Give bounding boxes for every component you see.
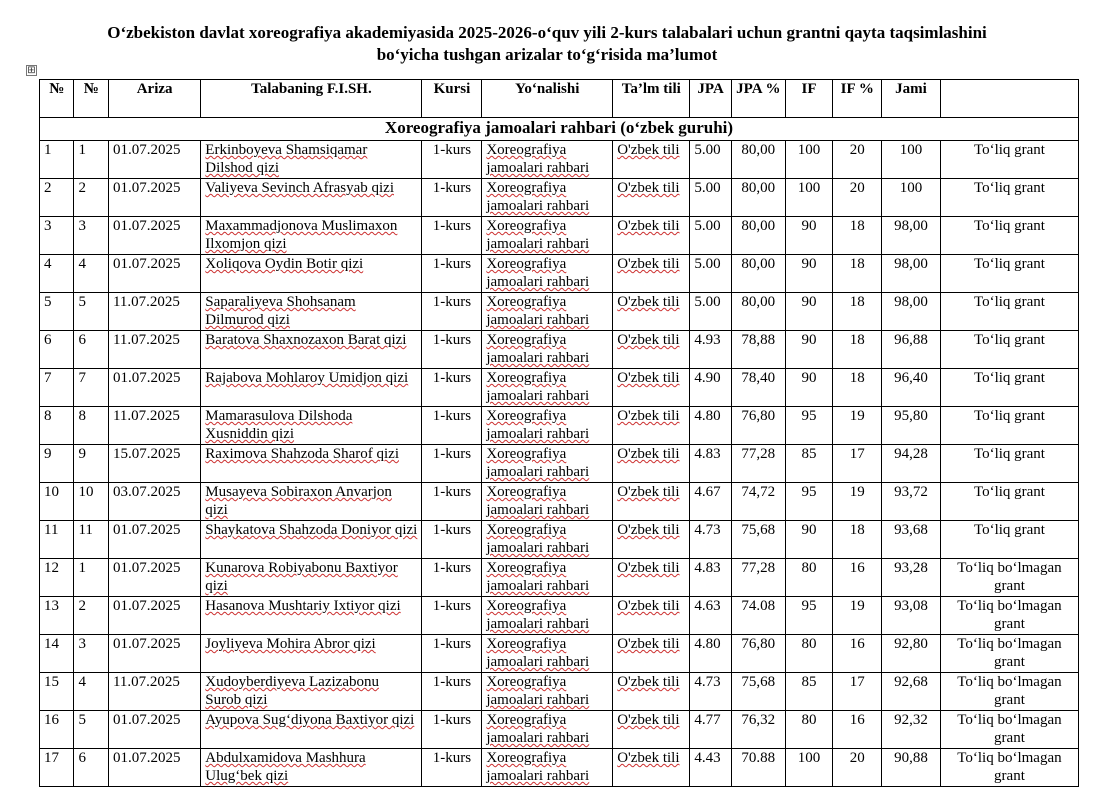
- cell-language: O'zbek tili: [613, 635, 690, 673]
- cell-if-percent: 20: [833, 141, 882, 179]
- cell-language: O'zbek tili: [613, 407, 690, 445]
- cell-student-name: Musayeva Sobiraxon Anvarjon qizi: [201, 483, 422, 521]
- cell-jpa: 4.43: [690, 749, 732, 787]
- document-title: [0, 22, 1094, 66]
- cell-application-date: 01.07.2025: [108, 179, 200, 217]
- header-col-if-percent: IF %: [833, 80, 882, 118]
- cell-course: 1-kurs: [422, 255, 482, 293]
- cell-if: 90: [785, 255, 833, 293]
- header-col-no-2: №: [74, 80, 108, 118]
- cell-no-2: 1: [74, 559, 108, 597]
- cell-student-name: Kunarova Robiyabonu Baxtiyor qizi: [201, 559, 422, 597]
- cell-result: To‘liq grant: [940, 141, 1078, 179]
- cell-application-date: 03.07.2025: [108, 483, 200, 521]
- cell-student-name: Joyliyeva Mohira Abror qizi: [201, 635, 422, 673]
- cell-if: 100: [785, 141, 833, 179]
- table-row: [40, 141, 1079, 179]
- cell-result: To‘liq grant: [940, 331, 1078, 369]
- table-row: [40, 179, 1079, 217]
- cell-total: 93,68: [882, 521, 941, 559]
- cell-no: 6: [40, 331, 74, 369]
- cell-no: 12: [40, 559, 74, 597]
- cell-jpa-percent: 75,68: [731, 521, 785, 559]
- cell-total: 96,88: [882, 331, 941, 369]
- cell-no-2: 2: [74, 597, 108, 635]
- cell-language: O'zbek tili: [613, 597, 690, 635]
- cell-if: 80: [785, 635, 833, 673]
- cell-jpa: 5.00: [690, 255, 732, 293]
- header-col-student-name: Talabaning F.I.SH.: [201, 80, 422, 118]
- cell-course: 1-kurs: [422, 331, 482, 369]
- cell-total: 90,88: [882, 749, 941, 787]
- cell-result: To‘liq grant: [940, 179, 1078, 217]
- cell-no-2: 5: [74, 293, 108, 331]
- cell-language: O'zbek tili: [613, 711, 690, 749]
- cell-jpa: 4.83: [690, 445, 732, 483]
- table-row: [40, 521, 1079, 559]
- cell-student-name: Abdulxamidova Mashhura Ulug‘bek qizi: [201, 749, 422, 787]
- cell-no: 15: [40, 673, 74, 711]
- cell-no: 8: [40, 407, 74, 445]
- cell-direction: Xoreografiya jamoalari rahbari: [482, 559, 613, 597]
- table-move-handle-icon[interactable]: ⊞: [27, 65, 36, 76]
- table-row: [40, 445, 1079, 483]
- cell-direction: Xoreografiya jamoalari rahbari: [482, 483, 613, 521]
- cell-jpa: 4.80: [690, 407, 732, 445]
- cell-if-percent: 20: [833, 179, 882, 217]
- cell-direction: Xoreografiya jamoalari rahbari: [482, 293, 613, 331]
- cell-result: To‘liq grant: [940, 483, 1078, 521]
- cell-result: To‘liq grant: [940, 407, 1078, 445]
- cell-result: To‘liq grant: [940, 217, 1078, 255]
- cell-no-2: 1: [74, 141, 108, 179]
- cell-if-percent: 16: [833, 559, 882, 597]
- cell-course: 1-kurs: [422, 749, 482, 787]
- cell-direction: Xoreografiya jamoalari rahbari: [482, 673, 613, 711]
- cell-if: 90: [785, 521, 833, 559]
- cell-total: 100: [882, 179, 941, 217]
- header-col-course: Kursi: [422, 80, 482, 118]
- header-col-no: №: [40, 80, 74, 118]
- cell-jpa-percent: 80,00: [731, 293, 785, 331]
- cell-no: 3: [40, 217, 74, 255]
- title-line-1: O‘zbekiston davlat xoreografiya akademiyasida 2025-2026-o‘quv yili 2-kurs talabalari uchun grantni qayta taqsimlashini: [107, 23, 987, 42]
- cell-direction: Xoreografiya jamoalari rahbari: [482, 749, 613, 787]
- cell-jpa-percent: 70.88: [731, 749, 785, 787]
- cell-course: 1-kurs: [422, 483, 482, 521]
- cell-no: 11: [40, 521, 74, 559]
- cell-language: O'zbek tili: [613, 445, 690, 483]
- cell-language: O'zbek tili: [613, 179, 690, 217]
- cell-result: To‘liq grant: [940, 255, 1078, 293]
- cell-application-date: 01.07.2025: [108, 711, 200, 749]
- cell-total: 93,28: [882, 559, 941, 597]
- cell-jpa: 4.83: [690, 559, 732, 597]
- cell-total: 92,68: [882, 673, 941, 711]
- cell-total: 98,00: [882, 293, 941, 331]
- cell-no: 9: [40, 445, 74, 483]
- cell-language: O'zbek tili: [613, 749, 690, 787]
- cell-result: To‘liq bo‘lmagan grant: [940, 749, 1078, 787]
- cell-direction: Xoreografiya jamoalari rahbari: [482, 369, 613, 407]
- cell-student-name: Erkinboyeva Shamsiqamar Dilshod qizi: [201, 141, 422, 179]
- cell-no: 14: [40, 635, 74, 673]
- cell-course: 1-kurs: [422, 217, 482, 255]
- cell-if-percent: 18: [833, 217, 882, 255]
- cell-application-date: 01.07.2025: [108, 141, 200, 179]
- title-line-2: bo‘yicha tushgan arizalar to‘g‘risida ma’lumot: [376, 45, 718, 64]
- cell-no: 17: [40, 749, 74, 787]
- cell-jpa-percent: 74.08: [731, 597, 785, 635]
- cell-no-2: 7: [74, 369, 108, 407]
- cell-no-2: 3: [74, 635, 108, 673]
- table-row: [40, 293, 1079, 331]
- cell-result: To‘liq grant: [940, 293, 1078, 331]
- cell-jpa: 4.77: [690, 711, 732, 749]
- cell-course: 1-kurs: [422, 445, 482, 483]
- cell-total: 95,80: [882, 407, 941, 445]
- cell-if: 90: [785, 369, 833, 407]
- cell-no-2: 9: [74, 445, 108, 483]
- header-col-total: Jami: [882, 80, 941, 118]
- cell-no-2: 4: [74, 255, 108, 293]
- table-header-row: [40, 80, 1079, 118]
- header-col-result: [940, 80, 1078, 118]
- cell-if: 100: [785, 179, 833, 217]
- table-row: [40, 369, 1079, 407]
- cell-no: 1: [40, 141, 74, 179]
- cell-total: 98,00: [882, 217, 941, 255]
- cell-result: To‘liq bo‘lmagan grant: [940, 711, 1078, 749]
- cell-jpa: 4.73: [690, 673, 732, 711]
- cell-jpa: 4.63: [690, 597, 732, 635]
- cell-jpa-percent: 80,00: [731, 217, 785, 255]
- cell-no-2: 6: [74, 749, 108, 787]
- cell-if: 95: [785, 407, 833, 445]
- table-row: [40, 483, 1079, 521]
- header-col-jpa: JPA: [690, 80, 732, 118]
- cell-if: 95: [785, 597, 833, 635]
- cell-course: 1-kurs: [422, 369, 482, 407]
- cell-if: 85: [785, 673, 833, 711]
- cell-language: O'zbek tili: [613, 141, 690, 179]
- cell-jpa-percent: 75,68: [731, 673, 785, 711]
- header-col-direction: Yo‘nalishi: [482, 80, 613, 118]
- cell-if: 95: [785, 483, 833, 521]
- cell-student-name: Raximova Shahzoda Sharof qizi: [201, 445, 422, 483]
- cell-jpa: 5.00: [690, 179, 732, 217]
- cell-no: 5: [40, 293, 74, 331]
- cell-jpa-percent: 80,00: [731, 179, 785, 217]
- cell-direction: Xoreografiya jamoalari rahbari: [482, 141, 613, 179]
- cell-if: 90: [785, 293, 833, 331]
- cell-jpa-percent: 77,28: [731, 559, 785, 597]
- cell-total: 92,80: [882, 635, 941, 673]
- cell-jpa-percent: 76,80: [731, 635, 785, 673]
- cell-if-percent: 18: [833, 369, 882, 407]
- cell-no-2: 3: [74, 217, 108, 255]
- cell-student-name: Shaykatova Shahzoda Doniyor qizi: [201, 521, 422, 559]
- cell-direction: Xoreografiya jamoalari rahbari: [482, 331, 613, 369]
- cell-application-date: 11.07.2025: [108, 293, 200, 331]
- cell-course: 1-kurs: [422, 179, 482, 217]
- header-col-language: Ta’lm tili: [613, 80, 690, 118]
- cell-student-name: Xudoyberdiyeva Lazizabonu Surob qizi: [201, 673, 422, 711]
- cell-student-name: Maxammadjonova Muslimaxon Ilxomjon qizi: [201, 217, 422, 255]
- cell-course: 1-kurs: [422, 141, 482, 179]
- table-row: [40, 559, 1079, 597]
- cell-application-date: 01.07.2025: [108, 597, 200, 635]
- cell-direction: Xoreografiya jamoalari rahbari: [482, 407, 613, 445]
- cell-jpa-percent: 76,32: [731, 711, 785, 749]
- cell-language: O'zbek tili: [613, 255, 690, 293]
- cell-no: 16: [40, 711, 74, 749]
- cell-jpa: 4.73: [690, 521, 732, 559]
- cell-no: 7: [40, 369, 74, 407]
- cell-language: O'zbek tili: [613, 293, 690, 331]
- cell-no-2: 11: [74, 521, 108, 559]
- cell-language: O'zbek tili: [613, 369, 690, 407]
- cell-result: To‘liq grant: [940, 521, 1078, 559]
- cell-jpa-percent: 76,80: [731, 407, 785, 445]
- cell-if-percent: 17: [833, 445, 882, 483]
- cell-direction: Xoreografiya jamoalari rahbari: [482, 711, 613, 749]
- header-col-application-date: Ariza: [108, 80, 200, 118]
- cell-total: 100: [882, 141, 941, 179]
- cell-result: To‘liq grant: [940, 445, 1078, 483]
- header-col-if: IF: [785, 80, 833, 118]
- cell-student-name: Baratova Shaxnozaxon Barat qizi: [201, 331, 422, 369]
- cell-if: 90: [785, 331, 833, 369]
- cell-course: 1-kurs: [422, 711, 482, 749]
- cell-direction: Xoreografiya jamoalari rahbari: [482, 597, 613, 635]
- cell-no-2: 2: [74, 179, 108, 217]
- cell-language: O'zbek tili: [613, 217, 690, 255]
- table-row: [40, 407, 1079, 445]
- cell-jpa-percent: 78,40: [731, 369, 785, 407]
- cell-application-date: 01.07.2025: [108, 521, 200, 559]
- cell-course: 1-kurs: [422, 559, 482, 597]
- cell-direction: Xoreografiya jamoalari rahbari: [482, 255, 613, 293]
- cell-course: 1-kurs: [422, 597, 482, 635]
- cell-jpa: 5.00: [690, 141, 732, 179]
- table-row: [40, 331, 1079, 369]
- cell-jpa-percent: 74,72: [731, 483, 785, 521]
- cell-application-date: 01.07.2025: [108, 749, 200, 787]
- cell-total: 93,08: [882, 597, 941, 635]
- cell-result: To‘liq bo‘lmagan grant: [940, 635, 1078, 673]
- cell-if-percent: 20: [833, 749, 882, 787]
- cell-if-percent: 19: [833, 407, 882, 445]
- cell-language: O'zbek tili: [613, 483, 690, 521]
- applications-table: [39, 79, 1079, 787]
- cell-language: O'zbek tili: [613, 673, 690, 711]
- cell-no: 10: [40, 483, 74, 521]
- cell-direction: Xoreografiya jamoalari rahbari: [482, 445, 613, 483]
- cell-course: 1-kurs: [422, 293, 482, 331]
- cell-student-name: Saparaliyeva Shohsanam Dilmurod qizi: [201, 293, 422, 331]
- cell-total: 92,32: [882, 711, 941, 749]
- table-row: [40, 597, 1079, 635]
- cell-no-2: 5: [74, 711, 108, 749]
- cell-language: O'zbek tili: [613, 331, 690, 369]
- header-col-jpa-percent: JPA %: [731, 80, 785, 118]
- cell-application-date: 01.07.2025: [108, 255, 200, 293]
- cell-no: 13: [40, 597, 74, 635]
- table-row: [40, 217, 1079, 255]
- cell-no: 2: [40, 179, 74, 217]
- table-row: [40, 635, 1079, 673]
- cell-no-2: 8: [74, 407, 108, 445]
- cell-if-percent: 19: [833, 483, 882, 521]
- cell-direction: Xoreografiya jamoalari rahbari: [482, 635, 613, 673]
- cell-application-date: 01.07.2025: [108, 369, 200, 407]
- cell-jpa-percent: 78,88: [731, 331, 785, 369]
- section-title: Xoreografiya jamoalari rahbari (o‘zbek guruhi): [40, 118, 1079, 141]
- cell-jpa: 4.80: [690, 635, 732, 673]
- cell-if-percent: 16: [833, 711, 882, 749]
- cell-direction: Xoreografiya jamoalari rahbari: [482, 179, 613, 217]
- cell-if-percent: 16: [833, 635, 882, 673]
- table-row: [40, 255, 1079, 293]
- cell-direction: Xoreografiya jamoalari rahbari: [482, 521, 613, 559]
- cell-application-date: 11.07.2025: [108, 331, 200, 369]
- cell-course: 1-kurs: [422, 407, 482, 445]
- cell-if: 100: [785, 749, 833, 787]
- cell-language: O'zbek tili: [613, 559, 690, 597]
- table-row: [40, 673, 1079, 711]
- cell-language: O'zbek tili: [613, 521, 690, 559]
- cell-direction: Xoreografiya jamoalari rahbari: [482, 217, 613, 255]
- cell-jpa: 4.93: [690, 331, 732, 369]
- cell-if-percent: 18: [833, 255, 882, 293]
- cell-no-2: 10: [74, 483, 108, 521]
- cell-jpa-percent: 80,00: [731, 141, 785, 179]
- cell-if-percent: 18: [833, 331, 882, 369]
- table-row: [40, 711, 1079, 749]
- cell-student-name: Ayupova Sug‘diyona Baxtiyor qizi: [201, 711, 422, 749]
- cell-total: 93,72: [882, 483, 941, 521]
- section-row: [40, 118, 1079, 141]
- cell-application-date: 01.07.2025: [108, 635, 200, 673]
- table-row: [40, 749, 1079, 787]
- cell-student-name: Rajabova Mohlaroy Umidjon qizi: [201, 369, 422, 407]
- cell-if: 80: [785, 559, 833, 597]
- cell-total: 96,40: [882, 369, 941, 407]
- cell-result: To‘liq grant: [940, 369, 1078, 407]
- cell-result: To‘liq bo‘lmagan grant: [940, 597, 1078, 635]
- cell-no-2: 4: [74, 673, 108, 711]
- cell-course: 1-kurs: [422, 635, 482, 673]
- cell-application-date: 15.07.2025: [108, 445, 200, 483]
- cell-application-date: 11.07.2025: [108, 673, 200, 711]
- cell-jpa-percent: 77,28: [731, 445, 785, 483]
- cell-student-name: Valiyeva Sevinch Afrasyab qizi: [201, 179, 422, 217]
- cell-if-percent: 18: [833, 293, 882, 331]
- cell-application-date: 11.07.2025: [108, 407, 200, 445]
- cell-if: 90: [785, 217, 833, 255]
- cell-total: 98,00: [882, 255, 941, 293]
- cell-jpa: 5.00: [690, 293, 732, 331]
- cell-no-2: 6: [74, 331, 108, 369]
- cell-if: 85: [785, 445, 833, 483]
- cell-jpa: 4.67: [690, 483, 732, 521]
- cell-if-percent: 18: [833, 521, 882, 559]
- cell-result: To‘liq bo‘lmagan grant: [940, 673, 1078, 711]
- cell-course: 1-kurs: [422, 521, 482, 559]
- cell-if-percent: 19: [833, 597, 882, 635]
- cell-course: 1-kurs: [422, 673, 482, 711]
- cell-jpa: 4.90: [690, 369, 732, 407]
- cell-application-date: 01.07.2025: [108, 559, 200, 597]
- cell-result: To‘liq bo‘lmagan grant: [940, 559, 1078, 597]
- cell-student-name: Hasanova Mushtariy Ixtiyor qizi: [201, 597, 422, 635]
- cell-total: 94,28: [882, 445, 941, 483]
- cell-no: 4: [40, 255, 74, 293]
- cell-jpa: 5.00: [690, 217, 732, 255]
- cell-student-name: Xoliqova Oydin Botir qizi: [201, 255, 422, 293]
- cell-student-name: Mamarasulova Dilshoda Xusniddin qizi: [201, 407, 422, 445]
- cell-jpa-percent: 80,00: [731, 255, 785, 293]
- cell-if: 80: [785, 711, 833, 749]
- cell-if-percent: 17: [833, 673, 882, 711]
- cell-application-date: 01.07.2025: [108, 217, 200, 255]
